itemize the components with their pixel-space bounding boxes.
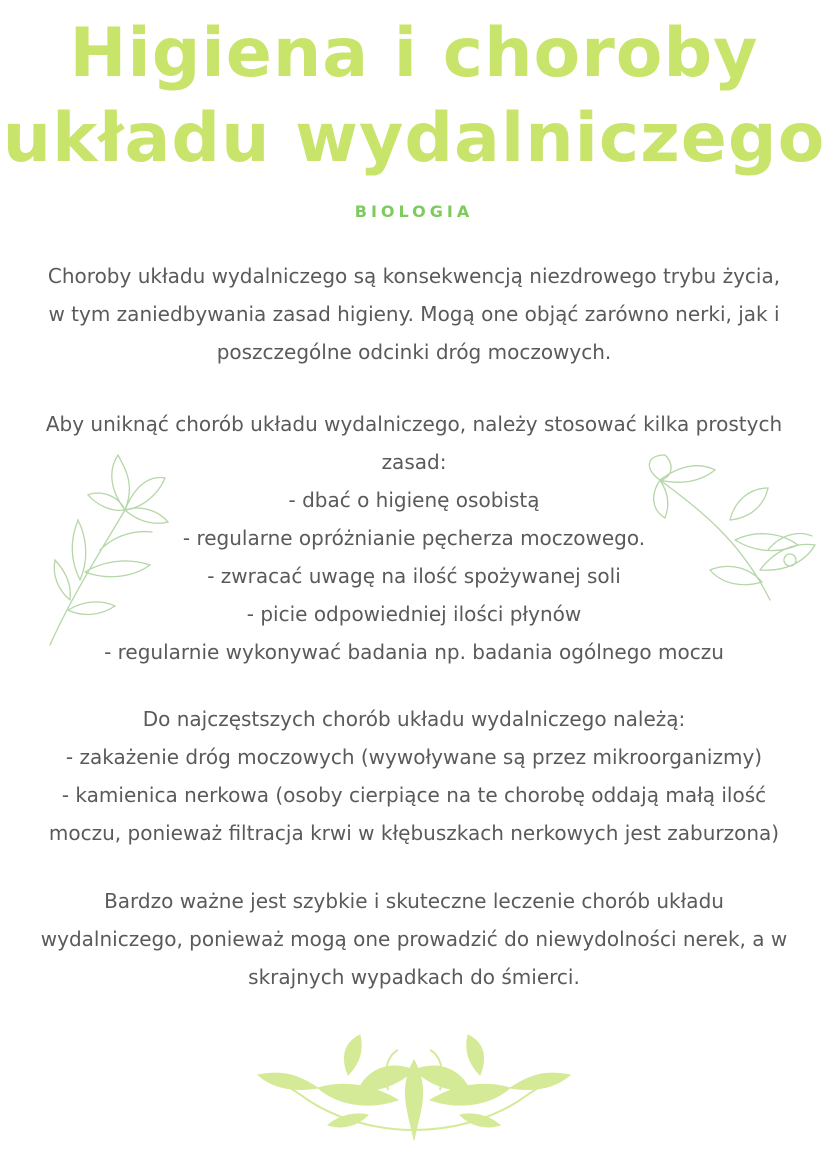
list-item: - regularne opróżnianie pęcherza moczowego. <box>182 526 646 550</box>
paragraph-intro <box>0 257 828 371</box>
paragraph-line: Do najczęstszych chorób układu wydalniczego należą: <box>142 707 686 731</box>
paragraph-line: Aby uniknąć chorób układu wydalniczego, należy stosować kilka prostych <box>45 412 783 436</box>
list-item: - picie odpowiedniej ilości płynów <box>246 602 582 626</box>
paragraph-line: Bardzo ważne jest szybkie i skuteczne leczenie chorób układu <box>104 889 724 913</box>
title-line-2: układu wydalniczego <box>2 99 826 178</box>
list-item: - regularnie wykonywać badania np. badania ogólnego moczu <box>104 640 724 664</box>
title-line-1: Higiena i choroby <box>69 14 759 93</box>
floral-ornament-icon <box>248 1030 580 1145</box>
list-item: - dbać o higienę osobistą <box>288 488 540 512</box>
paragraph-conclusion <box>0 882 828 996</box>
paragraph-line: Choroby układu wydalniczego są konsekwencją niezdrowego trybu życia, <box>47 264 781 288</box>
paragraph-line: wydalniczego, ponieważ mogą one prowadzić do niewydolności nerek, a w <box>40 927 788 951</box>
subtitle: BIOLOGIA <box>354 202 474 221</box>
list-item: - zwracać uwagę na ilość spożywanej soli <box>207 564 621 588</box>
paragraph-line: skrajnych wypadkach do śmierci. <box>248 965 580 989</box>
list-item: - kamienica nerkowa (osoby cierpiące na te chorobę oddają małą ilość <box>61 783 767 807</box>
paragraph-prevention <box>0 405 828 671</box>
paragraph-line: w tym zaniedbywania zasad higieny. Mogą one objąć zarówno nerki, jak i <box>48 302 780 326</box>
paragraph-line: zasad: <box>381 450 447 474</box>
paragraph-diseases <box>0 700 828 852</box>
paragraph-line: poszczególne odcinki dróg moczowych. <box>216 340 612 364</box>
list-item: moczu, ponieważ filtracja krwi w kłębuszkach nerkowych jest zaburzona) <box>48 821 780 845</box>
list-item: - zakażenie dróg moczowych (wywoływane są przez mikroorganizmy) <box>65 745 763 769</box>
